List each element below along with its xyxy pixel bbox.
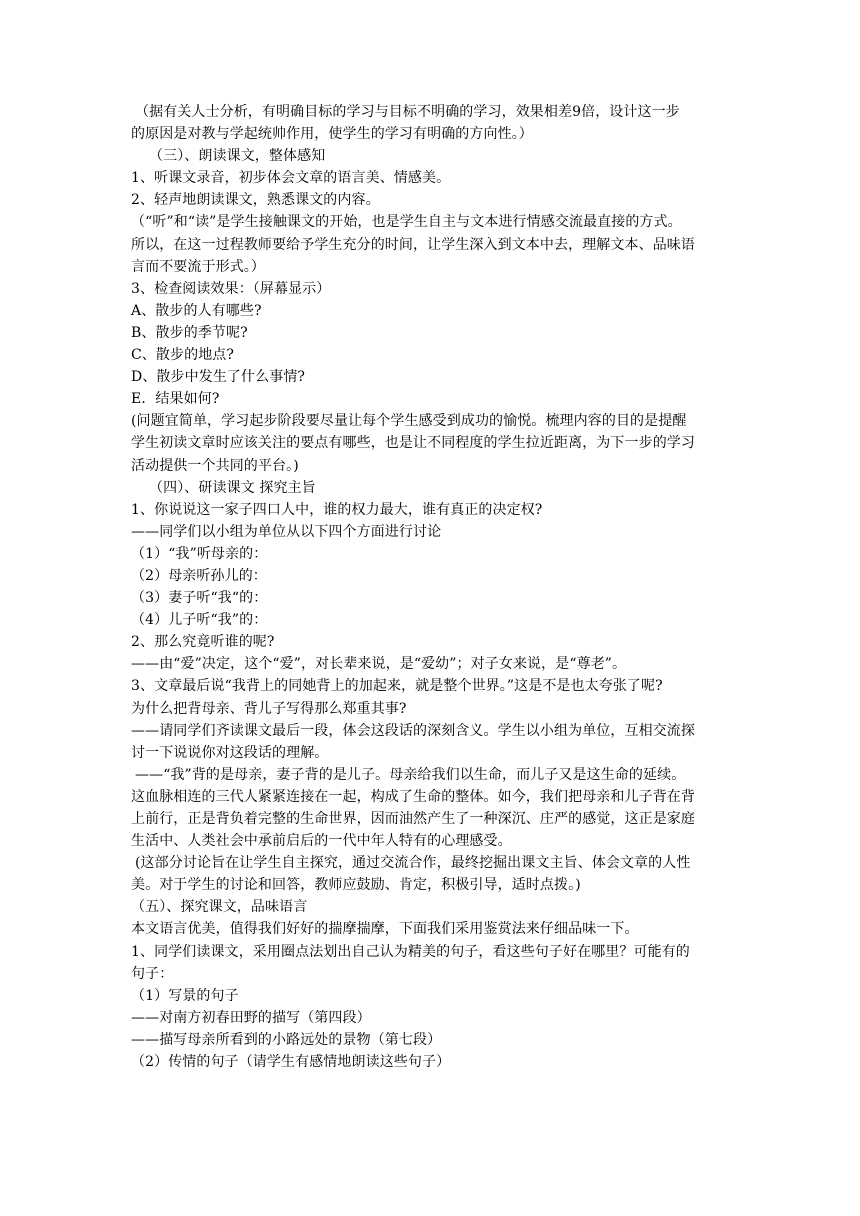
- paragraph-line: (这部分讨论旨在让学生自主探究，通过交流合作，最终挖掘出课文主旨、体会文章的人性: [135, 855, 691, 872]
- list-item: （2）传情的句子（请学生有感情地朗读这些句子）: [131, 1054, 451, 1071]
- section-heading: （三）、朗读课文，整体感知: [149, 148, 326, 165]
- list-item: 1、同学们读课文，采用圈点法划出自己认为精美的句子，看这些句子好在哪里？可能有的: [131, 943, 690, 960]
- list-item: 2、那么究竟听谁的呢?: [131, 634, 275, 651]
- paragraph-line: ——“我”背的是母亲，妻子背的是儿子。母亲给我们以生命，而儿子又是这生命的延续。: [135, 766, 686, 783]
- paragraph-line: 活动提供一个共同的平台。): [131, 457, 299, 474]
- paragraph-line: 为什么把背母亲、背儿子写得那么郑重其事?: [131, 700, 407, 717]
- list-item: 1、听课文录音，初步体会文章的语言美、情感美。: [131, 170, 451, 187]
- document-body: [131, 101, 731, 1073]
- paragraph-line: ——对南方初春田野的描写（第四段）: [131, 1009, 371, 1026]
- list-item: （4）儿子听“我”的：: [131, 612, 268, 629]
- paragraph-line: 上前行，正是背负着完整的生命世界，因而油然产生了一种深沉、庄严的感觉，这正是家庭: [131, 811, 695, 827]
- list-item: （2）母亲听孙儿的：: [131, 567, 267, 584]
- paragraph-line: 这血脉相连的三代人紧紧连接在一起，构成了生命的整体。如今，我们把母亲和儿子背在背: [131, 788, 695, 805]
- list-item: B、散步的季节呢?: [131, 324, 248, 341]
- paragraph-line: 美。对于学生的讨论和回答，教师应鼓励、肯定，积极引导，适时点拨。): [131, 877, 581, 894]
- paragraph-line: ——请同学们齐读课文最后一段，体会这段话的深刻含义。学生以小组为单位，互相交流探: [131, 722, 695, 739]
- paragraph-line: 生活中、人类社会中承前启后的一代中年人特有的心理感受。: [131, 833, 512, 850]
- list-item: A、散步的人有哪些?: [131, 302, 262, 319]
- list-item: 2、轻声地朗读课文，熟悉课文的内容。: [131, 192, 380, 209]
- paragraph-line: 本文语言优美，值得我们好好的揣摩揣摩，下面我们采用鉴赏法来仔细品味一下。: [131, 921, 639, 938]
- paragraph-line: ——同学们以小组为单位从以下四个方面进行讨论: [131, 523, 442, 540]
- paragraph-line: 句子：: [131, 965, 174, 982]
- paragraph-line: （“听”和“读”是学生接触课文的开始，也是学生自主与文本进行情感交流最直接的方式。: [131, 214, 682, 231]
- list-item: （1）写景的句子: [131, 987, 239, 1004]
- list-item: （1）“我”听母亲的：: [131, 545, 268, 562]
- list-item: E．结果如何?: [131, 391, 220, 408]
- list-item: 3、文章最后说“我背上的同她背上的加起来，就是整个世界。”这是不是也太夸张了呢?: [131, 678, 663, 695]
- paragraph-line: (问题宜简单，学习起步阶段要尽量让每个学生感受到成功的愉悦。梳理内容的目的是提醒: [131, 413, 687, 430]
- paragraph-line: ——由“爱”决定，这个“爱”，对长辈来说，是“爱幼”；对子女来说，是“尊老”。: [131, 656, 627, 673]
- paragraph-line: 言而不要流于形式。）: [131, 258, 265, 275]
- paragraph-line: （据有关人士分析，有明确目标的学习与目标不明确的学习，效果相差9倍，设计这一步: [135, 104, 680, 120]
- list-item: D、散步中发生了什么事情?: [131, 369, 306, 386]
- paragraph-line: ——描写母亲所看到的小路远处的景物（第七段）: [131, 1031, 442, 1048]
- paragraph-line: 的原因是对教与学起统帅作用，使学生的学习有明确的方向性。）: [131, 126, 533, 143]
- paragraph-line: 学生初读文章时应该关注的要点有哪些，也是让不同程度的学生拉近距离，为下一步的学习: [131, 435, 695, 452]
- list-item: C、散步的地点?: [131, 347, 235, 364]
- section-heading: （四）、研读课文 探究主旨: [149, 479, 316, 496]
- list-item: 3、检查阅读效果：（屏幕显示）: [131, 280, 331, 297]
- paragraph-line: 所以，在这一过程教师要给予学生充分的时间，让学生深入到文本中去，理解文本、品味语: [131, 236, 695, 253]
- list-item: 1、你说说这一家子四口人中，谁的权力最大，谁有真正的决定权?: [131, 501, 543, 518]
- section-heading: （五）、探究课文，品味语言: [131, 899, 308, 916]
- list-item: （3）妻子听“我“的：: [131, 590, 268, 607]
- paragraph-line: 讨一下说说你对这段话的理解。: [131, 744, 329, 761]
